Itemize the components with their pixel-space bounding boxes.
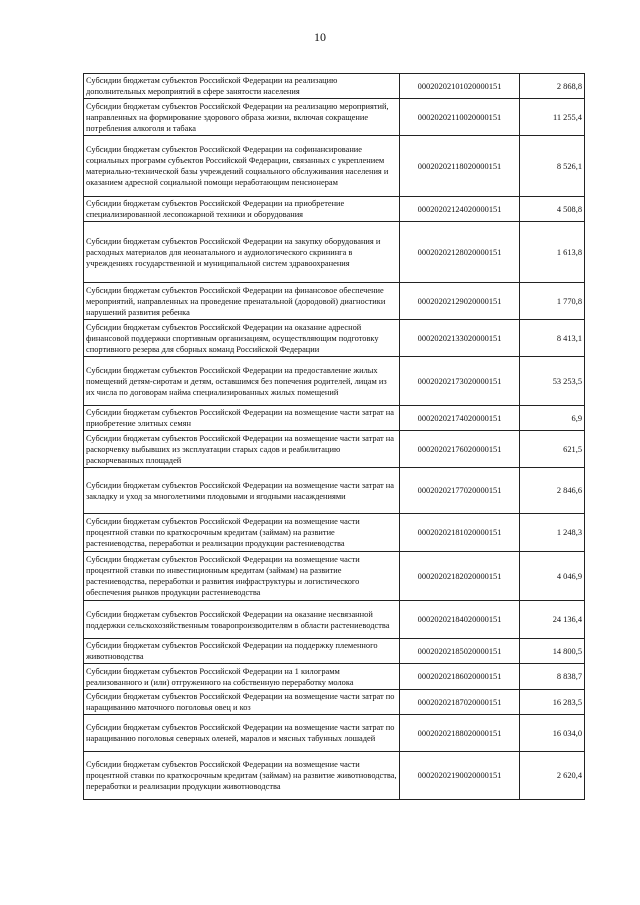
- table-row: [84, 514, 585, 552]
- row-budget-code: 00020202185020000151: [400, 639, 520, 664]
- row-description: Субсидии бюджетам субъектов Российской Федерации на оказание адресной финансовой поддержки спортивным организациям, осуществляющим подготовку спортивного резерва для сборных команд Российской Федерации: [84, 320, 400, 357]
- table-row: [84, 357, 585, 406]
- table-row: [84, 136, 585, 197]
- row-budget-code: 00020202128020000151: [400, 222, 520, 283]
- row-budget-code: 00020202190020000151: [400, 752, 520, 800]
- row-description: Субсидии бюджетам субъектов Российской Федерации на софинансирование социальных программ субъектов Российской Федерации, связанных с укреплением материально-технической базы учреждений социального обслуживания населения и оказанием адресной социальной помощи неработающим пенсионерам: [84, 136, 400, 197]
- table-row: [84, 431, 585, 468]
- row-amount: 4 508,8: [520, 197, 585, 222]
- row-amount: 2 868,8: [520, 74, 585, 99]
- row-budget-code: 00020202118020000151: [400, 136, 520, 197]
- row-budget-code: 00020202177020000151: [400, 468, 520, 514]
- row-description: Субсидии бюджетам субъектов Российской Федерации на возмещение части процентной ставки по краткосрочным кредитам (займам) на развитие животноводства, переработки и реализации продукции животноводства: [84, 752, 400, 800]
- row-description: Субсидии бюджетам субъектов Российской Федерации на поддержку племенного животноводства: [84, 639, 400, 664]
- table-row: [84, 197, 585, 222]
- row-amount: 621,5: [520, 431, 585, 468]
- row-budget-code: 00020202184020000151: [400, 601, 520, 639]
- row-budget-code: 00020202124020000151: [400, 197, 520, 222]
- table-row: [84, 639, 585, 664]
- table-row: [84, 222, 585, 283]
- table-row: [84, 752, 585, 800]
- table-row: [84, 468, 585, 514]
- row-amount: 8 413,1: [520, 320, 585, 357]
- row-budget-code: 00020202181020000151: [400, 514, 520, 552]
- row-description: Субсидии бюджетам субъектов Российской Федерации на реализацию мероприятий, направленных на формирование здорового образа жизни, включая сокращение потребления алкоголя и табака: [84, 99, 400, 136]
- row-budget-code: 00020202186020000151: [400, 664, 520, 690]
- row-budget-code: 00020202133020000151: [400, 320, 520, 357]
- row-amount: 16 034,0: [520, 715, 585, 752]
- row-description: Субсидии бюджетам субъектов Российской Федерации на возмещение части затрат по наращиванию поголовья северных оленей, маралов и мясных табунных лошадей: [84, 715, 400, 752]
- row-budget-code: 00020202173020000151: [400, 357, 520, 406]
- row-budget-code: 00020202176020000151: [400, 431, 520, 468]
- row-description: Субсидии бюджетам субъектов Российской Федерации на реализацию дополнительных мероприятий в сфере занятости населения: [84, 74, 400, 99]
- table-row: [84, 715, 585, 752]
- row-description: Субсидии бюджетам субъектов Российской Федерации на возмещение части затрат по наращиванию маточного поголовья овец и коз: [84, 690, 400, 715]
- row-amount: 8 838,7: [520, 664, 585, 690]
- row-description: Субсидии бюджетам субъектов Российской Федерации на 1 килограмм реализованного и (или) отгруженного на собственную переработку молока: [84, 664, 400, 690]
- page-number: 10: [314, 30, 326, 44]
- row-amount: 1 613,8: [520, 222, 585, 283]
- row-budget-code: 00020202101020000151: [400, 74, 520, 99]
- table-row: [84, 74, 585, 99]
- row-description: Субсидии бюджетам субъектов Российской Федерации на предоставление жилых помещений детям-сиротам и детям, оставшимся без попечения родителей, лицам из их числа по договорам найма специализированных жилых помещений: [84, 357, 400, 406]
- row-description: Субсидии бюджетам субъектов Российской Федерации на возмещение части процентной ставки по краткосрочным кредитам (займам) на развитие растениеводства, переработки и реализации продукции растениеводства: [84, 514, 400, 552]
- row-amount: 8 526,1: [520, 136, 585, 197]
- row-amount: 11 255,4: [520, 99, 585, 136]
- row-description: Субсидии бюджетам субъектов Российской Федерации на финансовое обеспечение мероприятий, направленных на проведение пренатальной (дородовой) диагностики нарушений развития ребенка: [84, 283, 400, 320]
- row-amount: 1 770,8: [520, 283, 585, 320]
- budget-table: [83, 73, 585, 800]
- row-budget-code: 00020202188020000151: [400, 715, 520, 752]
- row-amount: 2 846,6: [520, 468, 585, 514]
- row-budget-code: 00020202110020000151: [400, 99, 520, 136]
- table-row: [84, 552, 585, 601]
- row-description: Субсидии бюджетам субъектов Российской Федерации на оказание несвязанной поддержки сельскохозяйственным товаропроизводителям в области растениеводства: [84, 601, 400, 639]
- row-amount: 14 800,5: [520, 639, 585, 664]
- row-amount: 16 283,5: [520, 690, 585, 715]
- table-row: [84, 601, 585, 639]
- table-row: [84, 690, 585, 715]
- table-row: [84, 283, 585, 320]
- row-budget-code: 00020202129020000151: [400, 283, 520, 320]
- row-amount: 2 620,4: [520, 752, 585, 800]
- row-amount: 24 136,4: [520, 601, 585, 639]
- budget-table-body: [84, 74, 585, 800]
- row-amount: 4 046,9: [520, 552, 585, 601]
- row-amount: 6,9: [520, 406, 585, 431]
- row-description: Субсидии бюджетам субъектов Российской Федерации на возмещение части затрат на приобретение элитных семян: [84, 406, 400, 431]
- row-budget-code: 00020202174020000151: [400, 406, 520, 431]
- row-description: Субсидии бюджетам субъектов Российской Федерации на возмещение части затрат на закладку и уход за многолетними плодовыми и ягодными насаждениями: [84, 468, 400, 514]
- table-row: [84, 320, 585, 357]
- row-budget-code: 00020202187020000151: [400, 690, 520, 715]
- row-budget-code: 00020202182020000151: [400, 552, 520, 601]
- table-row: [84, 664, 585, 690]
- row-description: Субсидии бюджетам субъектов Российской Федерации на возмещение части процентной ставки по инвестиционным кредитам (займам) на развитие растениеводства, переработки и развития инфраструктуры и логистического обеспечения рынков продукции растениеводства: [84, 552, 400, 601]
- row-amount: 1 248,3: [520, 514, 585, 552]
- row-description: Субсидии бюджетам субъектов Российской Федерации на закупку оборудования и расходных материалов для неонатального и аудиологического скрининга в учреждениях государственной и муниципальной систем здравоохранения: [84, 222, 400, 283]
- row-description: Субсидии бюджетам субъектов Российской Федерации на возмещение части затрат на раскорчевку выбывших из эксплуатации старых садов и реабилитацию раскорчеванных площадей: [84, 431, 400, 468]
- row-description: Субсидии бюджетам субъектов Российской Федерации на приобретение специализированной лесопожарной техники и оборудования: [84, 197, 400, 222]
- table-row: [84, 99, 585, 136]
- table-row: [84, 406, 585, 431]
- row-amount: 53 253,5: [520, 357, 585, 406]
